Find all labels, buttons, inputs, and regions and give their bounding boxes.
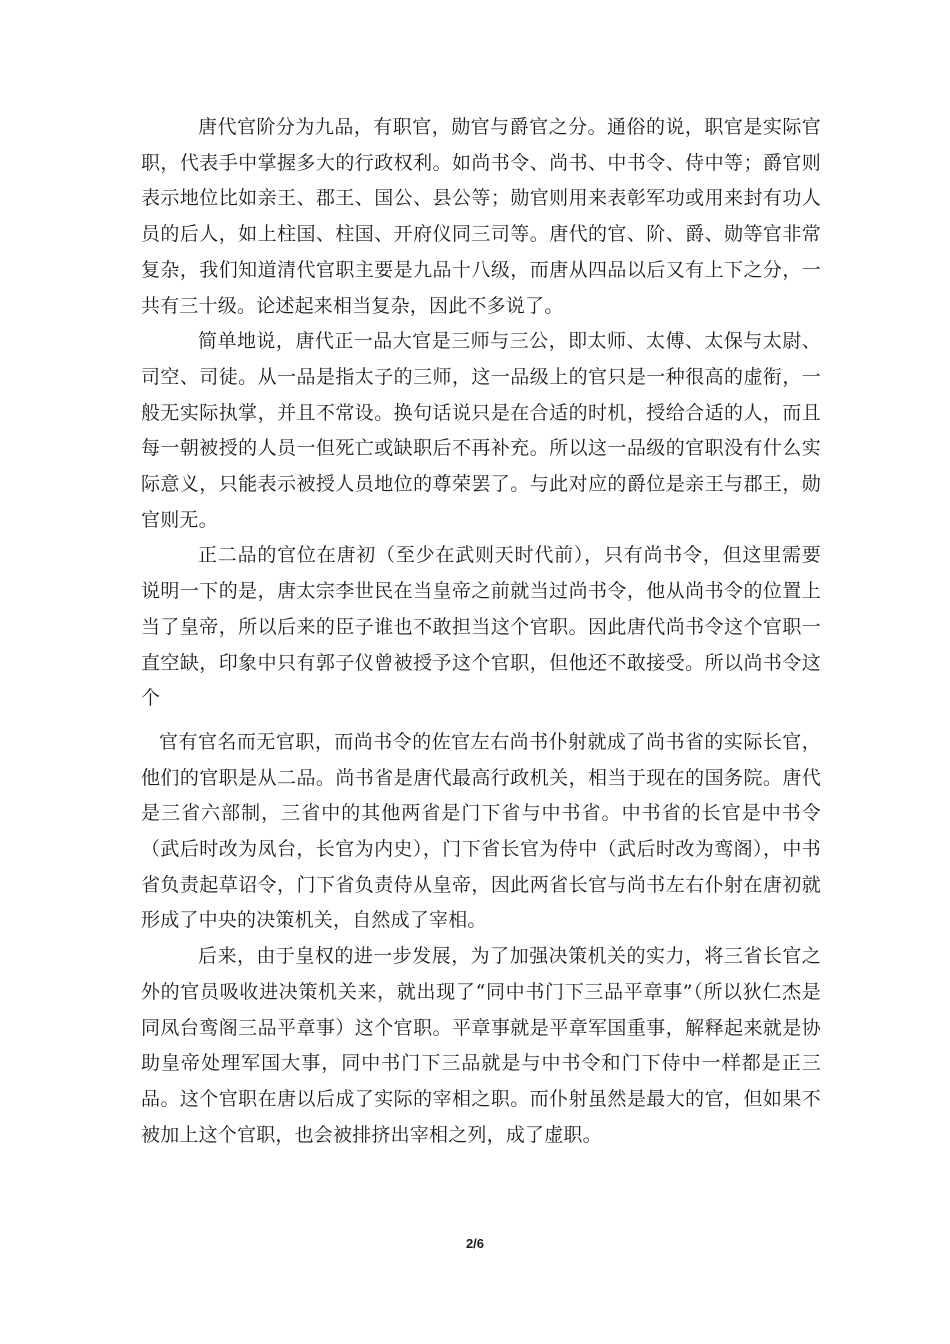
paragraph-official-ranks: 唐代官阶分为九品，有职官，勋官与爵官之分。通俗的说，职官是实际官职，代表手中掌握多大的行政权利。如尚书令、尚书、中书令、侍中等；爵官则表示地位比如亲王、郡王、国公、县公等；勋官则用来表彰军功或用来封有功人员的后人，如上柱国、柱国、开府仪同三司等。唐代的官、阶、爵、勋等官非常复杂，我们知道清代官职主要是九品十八级，而唐从四品以后又有上下之分，一共有三十级。论述起来相当复杂，因此不多说了。 (141, 116, 821, 317)
paragraph-first-rank: 简单地说，唐代正一品大官是三师与三公，即太师、太傅、太保与太尉、司空、司徒。从一品是指太子的三师，这一品级上的官只是一种很高的虚衔，一般无实际执掌，并且不常设。换句话说只是在合适的时机，授给合适的人，而且每一朝被授的人员一但死亡或缺职后不再补充。所以这一品级的官职没有什么实际意义，只能表示被授人员地位的尊荣罢了。与此对应的爵位是亲王与郡王，勋官则无。 (141, 330, 821, 531)
paragraph-second-rank: 正二品的官位在唐初（至少在武则天时代前），只有尚书令，但这里需要说明一下的是，唐太宗李世民在当皇帝之前就当过尚书令，他从尚书令的位置上当了皇帝，所以后来的臣子谁也不敢担当这个官职。因此唐代尚书令这个官职一直空缺，印象中只有郭子仪曾被授予这个官职，但他还不敢接受。所以尚书令这个 (141, 544, 821, 710)
paragraph-chancellor-title: 后来，由于皇权的进一步发展，为了加强决策机关的实力，将三省长官之外的官员吸收进决策机关来，就出现了“同中书门下三品平章事”（所以狄仁杰是同凤台鸾阁三品平章事）这个官职。平章事就是平章军国重事，解释起来就是协助皇帝处理军国大事，同中书门下三品就是与中书令和门下侍中一样都是正三品。这个官职在唐以后成了实际的宰相之职。而仆射虽然是最大的官，但如果不被加上这个官职，也会被排挤出宰相之列，成了虚职。 (141, 945, 821, 1146)
page-number: 2/6 (465, 1236, 485, 1251)
document-body (141, 110, 821, 1153)
paragraph-three-departments: 官有官名而无官职，而尚书令的佐官左右尚书仆射就成了尚书省的实际长官，他们的官职是从二品。尚书省是唐代最高行政机关，相当于现在的国务院。唐代是三省六部制，三省中的其他两省是门下省与中书省。中书省的长官是中书令（武后时改为凤台，长官为内史），门下省长官为侍中（武后时改为鸾阁），中书省负责起草诏令，门下省负责侍从皇帝，因此两省长官与尚书左右仆射在唐初就形成了中央的决策机关，自然成了宰相。 (141, 730, 821, 932)
